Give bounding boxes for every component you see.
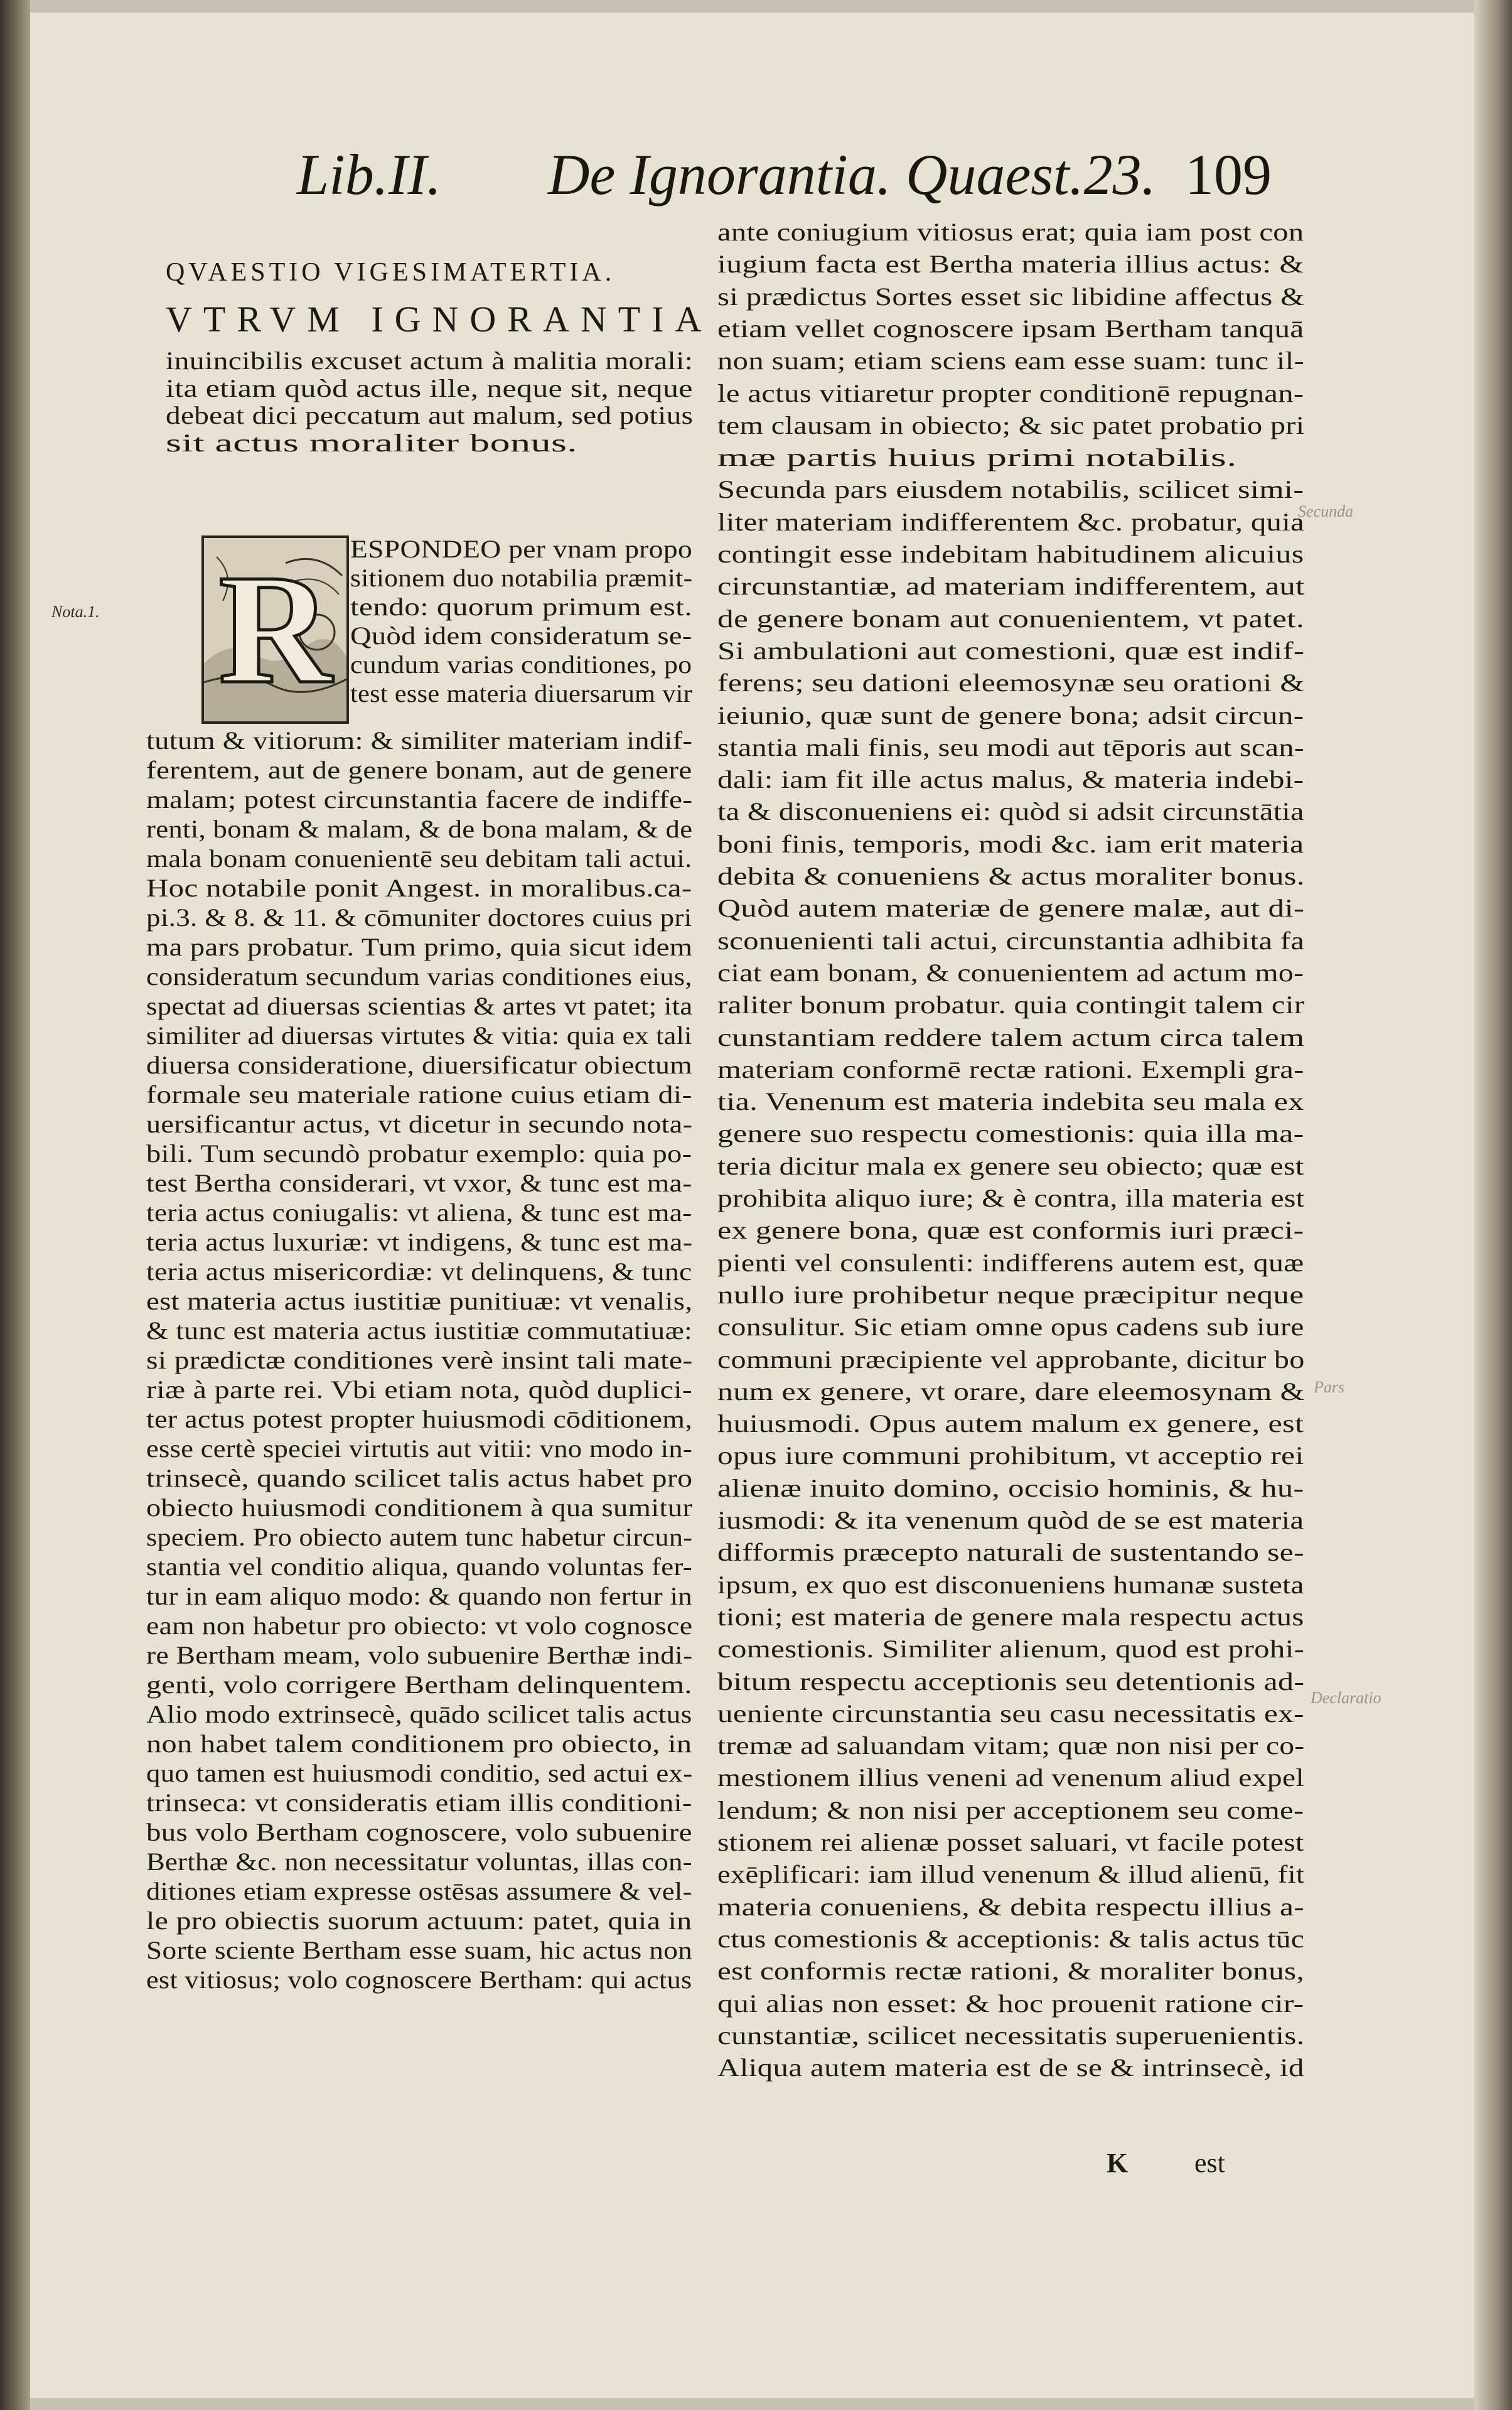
left-column-line: est materia actus iustitiæ punitiuæ: vt venalis, bbox=[146, 1287, 693, 1315]
right-column-line: le actus vitiaretur propter conditionē repugnan- bbox=[717, 379, 1304, 407]
right-column-line: ieiunio, quæ sunt de genere bona; adsit circun- bbox=[717, 701, 1304, 729]
question-text-line: sit actus moraliter bonus. bbox=[166, 428, 577, 457]
right-column-line: de genere bonam aut conuenientem, vt patet. bbox=[717, 604, 1305, 633]
right-column-line: iugium facta est Bertha materia illius actus: & bbox=[717, 250, 1304, 279]
left-column-line: tur in eam aliquo modo: & quando non fertur in bbox=[146, 1582, 692, 1610]
right-column-line: cunstantiam reddere talem actum circa talem bbox=[717, 1023, 1305, 1052]
left-column-line: consideratum secundum varias conditiones eius, bbox=[146, 962, 692, 991]
right-column-line: ctus comestionis & acceptionis: & talis actus tūc bbox=[717, 1924, 1305, 1953]
right-column-line: Si ambulationi aut comestioni, quæ est indif- bbox=[717, 636, 1305, 665]
running-head bbox=[30, 141, 1474, 210]
left-column-line: teria actus luxuriæ: vt indigens, & tunc est ma- bbox=[146, 1228, 693, 1256]
right-column-line: alienæ inuito domino, occisio hominis, & hu- bbox=[717, 1473, 1304, 1502]
left-column-line: ditiones etiam expresse ostēsas assumere & vel- bbox=[146, 1877, 692, 1905]
left-column-line: re Bertham meam, volo subuenire Berthæ indi- bbox=[146, 1641, 693, 1669]
left-column-line: spectat ad diuersas scientias & artes vt patet; ita bbox=[146, 992, 693, 1020]
left-column-line: test Bertha considerari, vt vxor, & tunc est ma- bbox=[146, 1169, 692, 1197]
question-text-line: ita etiam quòd actus ille, neque sit, neque bbox=[166, 374, 693, 402]
right-column-line: debita & conueniens & actus moraliter bonus. bbox=[717, 862, 1305, 890]
left-column-line: tutum & vitiorum: & similiter materiam indif- bbox=[146, 726, 693, 755]
right-column-line: dali: iam fit ille actus malus, & materia indebi- bbox=[717, 765, 1304, 794]
right-column-line: huiusmodi. Opus autem malum ex genere, est bbox=[717, 1409, 1304, 1438]
left-column-line: formale seu materiale ratione cuius etiam di- bbox=[146, 1080, 692, 1109]
left-column-line: trinsecè, quando scilicet talis actus habet pro bbox=[146, 1464, 693, 1492]
right-column-line: tioni; est materia de genere mala respectu actus bbox=[717, 1602, 1304, 1631]
left-column-line: pi.3. & 8. & 11. & cōmuniter doctores cuius pri bbox=[146, 903, 692, 932]
running-head-book: Lib.II. bbox=[297, 143, 441, 207]
left-column-line: Alio modo extrinsecè, quādo scilicet talis actus bbox=[146, 1700, 692, 1728]
right-column-line: stionem rei alienæ posset saluari, vt facile potest bbox=[717, 1828, 1304, 1856]
left-column-line: ma pars probatur. Tum primo, quia sicut idem bbox=[146, 933, 693, 961]
right-column-line: circunstantiæ, ad materiam indifferentem, aut bbox=[717, 572, 1305, 601]
right-column-line: qui alias non esset: & hoc prouenit ratione cir- bbox=[717, 1989, 1304, 2018]
right-column-line: tia. Venenum est materia indebita seu mala ex bbox=[717, 1087, 1304, 1116]
left-column-line: stantia vel conditio aliqua, quando voluntas fer- bbox=[146, 1552, 693, 1581]
decorated-initial bbox=[201, 535, 349, 724]
running-head-title: De Ignorantia. bbox=[548, 143, 891, 207]
right-column-line: est conformis rectæ rationi, & moraliter bonus, bbox=[717, 1957, 1305, 1986]
left-column-line: bus volo Bertham cognoscere, volo subuenire bbox=[146, 1818, 692, 1846]
right-column-line: prohibita aliquo iure; & è contra, illa materia est bbox=[717, 1184, 1305, 1212]
right-column-line: iusmodi: & ita venenum quòd de se est materia bbox=[717, 1506, 1304, 1534]
left-column-line: le pro obiectis suorum actuum: patet, quia in bbox=[146, 1907, 692, 1935]
left-column-line: si prædictæ conditiones verè insint tali mate- bbox=[146, 1346, 693, 1374]
right-column-line: consulitur. Sic etiam omne opus cadens sub iure bbox=[717, 1313, 1304, 1342]
question-heading-word-1: VTRVM bbox=[166, 299, 351, 340]
right-column-line: etiam vellet cognoscere ipsam Bertham tanquā bbox=[717, 314, 1304, 343]
right-column-line: num ex genere, vt orare, dare eleemosynam & bbox=[717, 1377, 1305, 1406]
initial-side-line: tendo: quorum primum est. bbox=[350, 593, 692, 621]
right-column-line: tremæ ad saluandam vitam; quæ non nisi per co- bbox=[717, 1731, 1305, 1760]
right-column-line: contingit esse indebitam habitudinem alicuius bbox=[717, 540, 1304, 568]
question-title: QVAESTIO VIGESIMATERTIA. bbox=[166, 258, 616, 287]
right-column-line: nullo iure prohibetur neque præcipitur neque bbox=[717, 1280, 1304, 1309]
running-head-quaestio: Quaest.23. bbox=[906, 143, 1156, 207]
right-column-line: ex genere bona, quæ est conformis iuri præci- bbox=[717, 1216, 1304, 1245]
initial-side-line: cundum varias conditiones, po bbox=[350, 650, 692, 679]
left-column-line: & tunc est materia actus iustitiæ commutatiuæ: bbox=[146, 1316, 693, 1345]
left-column-line: esse certè speciei virtutis aut vitii: vno modo in- bbox=[146, 1434, 693, 1463]
initial-side-line: Quòd idem consideratum se- bbox=[350, 621, 692, 650]
left-column-line: Berthæ &c. non necessitatur voluntas, illas con- bbox=[146, 1848, 692, 1876]
right-column-line: opus iure communi prohibitum, vt acceptio rei bbox=[717, 1441, 1304, 1470]
right-column-line: Aliqua autem materia est de se & intrinsecè, id bbox=[717, 2053, 1304, 2082]
right-column-line: comestionis. Similiter alienum, quod est prohi- bbox=[717, 1635, 1305, 1664]
right-column-line: materiam conformē rectæ rationi. Exempli gra- bbox=[717, 1055, 1304, 1084]
folio-number: 109 bbox=[1185, 143, 1272, 207]
margin-note-right-3: Declaratio bbox=[1311, 1689, 1381, 1707]
right-column-line: teria dicitur mala ex genere seu obiecto; quæ est bbox=[717, 1151, 1304, 1180]
left-column-line: obiecto huiusmodi conditionem à qua sumitur bbox=[146, 1493, 693, 1522]
right-column-line: Quòd autem materiæ de genere malæ, aut di- bbox=[717, 894, 1305, 923]
book-page bbox=[30, 13, 1474, 2398]
margin-note-right-2: Pars bbox=[1314, 1378, 1345, 1396]
right-column-line: ipsum, ex quo est disconueniens humanæ susteta bbox=[717, 1570, 1304, 1599]
left-column-line: bili. Tum secundò probatur exemplo: quia po- bbox=[146, 1139, 692, 1168]
catchword: est bbox=[1194, 2148, 1225, 2178]
left-column-line: eam non habetur pro obiecto: vt volo cognosce bbox=[146, 1611, 693, 1640]
right-column-line: bitum respectu acceptionis seu detentionis ad- bbox=[717, 1667, 1305, 1696]
right-column-line: mestionem illius veneni ad venenum aliud expel bbox=[717, 1763, 1304, 1792]
left-column-line: est vitiosus; volo cognoscere Bertham: qui actus bbox=[146, 1966, 692, 1994]
margin-note-right-1: Secunda bbox=[1298, 502, 1354, 520]
left-column-line: genti, volo corrigere Bertham delinquentem. bbox=[146, 1670, 692, 1699]
question-text-line: inuincibilis excuset actum à malitia morali: bbox=[166, 347, 694, 375]
right-column-line: tem clausam in obiecto; & sic patet probatio pri bbox=[717, 411, 1305, 439]
right-column-line: sconuenienti tali actui, circunstantia adhibita fa bbox=[717, 926, 1305, 955]
left-column-line: riæ à parte rei. Vbi etiam nota, quòd duplici- bbox=[146, 1375, 693, 1404]
left-column-line: non habet talem conditionem pro obiecto, in bbox=[146, 1729, 692, 1758]
left-column-line: Sorte sciente Bertham esse suam, hic actus non bbox=[146, 1936, 693, 1964]
question-text-line: debeat dici peccatum aut malum, sed potius bbox=[166, 401, 694, 429]
right-column-line: raliter bonum probatur. quia contingit talem cir bbox=[717, 991, 1305, 1019]
right-column-line: ueniente circunstantia seu casu necessitatis ex- bbox=[717, 1699, 1304, 1728]
right-column-line: ta & disconueniens ei: quòd si adsit circunstātia bbox=[717, 797, 1304, 826]
initial-side-line: ESPONDEO per vnam propo bbox=[350, 535, 693, 563]
left-column-line: similiter ad diuersas virtutes & vitia: quia ex tali bbox=[146, 1021, 692, 1050]
initial-side-line: sitionem duo notabilia præmit- bbox=[350, 564, 693, 592]
left-column-line: ferentem, aut de genere bonam, aut de genere bbox=[146, 756, 692, 784]
signature-mark: K bbox=[1107, 2148, 1129, 2178]
right-column-line: si prædictus Sortes esset sic libidine affectus & bbox=[717, 282, 1305, 311]
left-column-line: Hoc notabile ponit Angest. in moralibus.ca- bbox=[146, 874, 692, 902]
initial-letter: R bbox=[218, 542, 332, 716]
left-column-line: uersificantur actus, vt dicetur in secundo nota- bbox=[146, 1110, 693, 1138]
left-column-line: diuersa consideratione, diuersificatur obiectum bbox=[146, 1051, 692, 1079]
right-column-line: ciat eam bonam, & conuenientem ad actum mo- bbox=[717, 958, 1304, 987]
right-column-line: materia conueniens, & debita respectu illius a- bbox=[717, 1892, 1305, 1921]
right-column-line: genere suo respectu comestionis: quia illa ma- bbox=[717, 1119, 1304, 1148]
left-column-line: teria actus misericordiæ: vt delinquens, & tunc bbox=[146, 1257, 692, 1286]
right-column-line: pienti vel consulenti: indifferens autem est, quæ bbox=[717, 1248, 1304, 1277]
question-heading bbox=[166, 298, 712, 340]
left-column-line: trinseca: vt consideratis etiam illis conditioni- bbox=[146, 1789, 692, 1817]
right-column-line: Secunda pars eiusdem notabilis, scilicet simi- bbox=[717, 475, 1304, 504]
right-column-line: cunstantiæ, scilicet necessitatis superuenientis. bbox=[717, 2021, 1305, 2050]
right-column-line: stantia mali finis, seu modi aut tēporis aut scan- bbox=[717, 733, 1305, 761]
right-column-line: mæ partis huius primi notabilis. bbox=[717, 443, 1237, 472]
right-column-line: boni finis, temporis, modi &c. iam erit materia bbox=[717, 829, 1304, 858]
question-heading-word-2: IGNORANTIA bbox=[371, 299, 713, 340]
margin-note-nota: Nota.1. bbox=[51, 603, 100, 621]
right-column-line: lendum; & non nisi per acceptionem seu come- bbox=[717, 1795, 1304, 1824]
left-column-line: teria actus coniugalis: vt aliena, & tunc est ma- bbox=[146, 1198, 692, 1227]
left-column-line: quo tamen est huiusmodi conditio, sed actui ex- bbox=[146, 1759, 693, 1787]
right-column-line: communi præcipiente vel approbante, dicitur bo bbox=[717, 1345, 1305, 1374]
right-column-line: exēplificari: iam illud venenum & illud alienū, fit bbox=[717, 1860, 1305, 1889]
left-column-line: renti, bonam & malam, & de bona malam, & de bbox=[146, 815, 693, 843]
left-column-line: ter actus potest propter huiusmodi cōditionem, bbox=[146, 1405, 693, 1433]
right-column-line: ante coniugium vitiosus erat; quia iam post con bbox=[717, 218, 1304, 246]
right-column-line: difformis præcepto naturali de sustentando se- bbox=[717, 1538, 1305, 1567]
book-gutter-left bbox=[0, 0, 30, 2410]
right-column-line: non suam; etiam sciens eam esse suam: tunc il- bbox=[717, 347, 1305, 375]
right-column-line: liter materiam indifferentem &c. probatur, quia bbox=[717, 507, 1305, 536]
left-column-line: speciem. Pro obiecto autem tunc habetur circun- bbox=[146, 1523, 693, 1551]
initial-side-line: test esse materia diuersarum vir bbox=[350, 679, 693, 707]
left-column-line: mala bonam conuenientē seu debitam tali actui. bbox=[146, 844, 692, 873]
right-column-line: ferens; seu dationi eleemosynæ seu orationi & bbox=[717, 669, 1305, 697]
left-column-line: malam; potest circunstantia facere de indiffe- bbox=[146, 785, 693, 814]
book-edge-right bbox=[1474, 0, 1512, 2410]
